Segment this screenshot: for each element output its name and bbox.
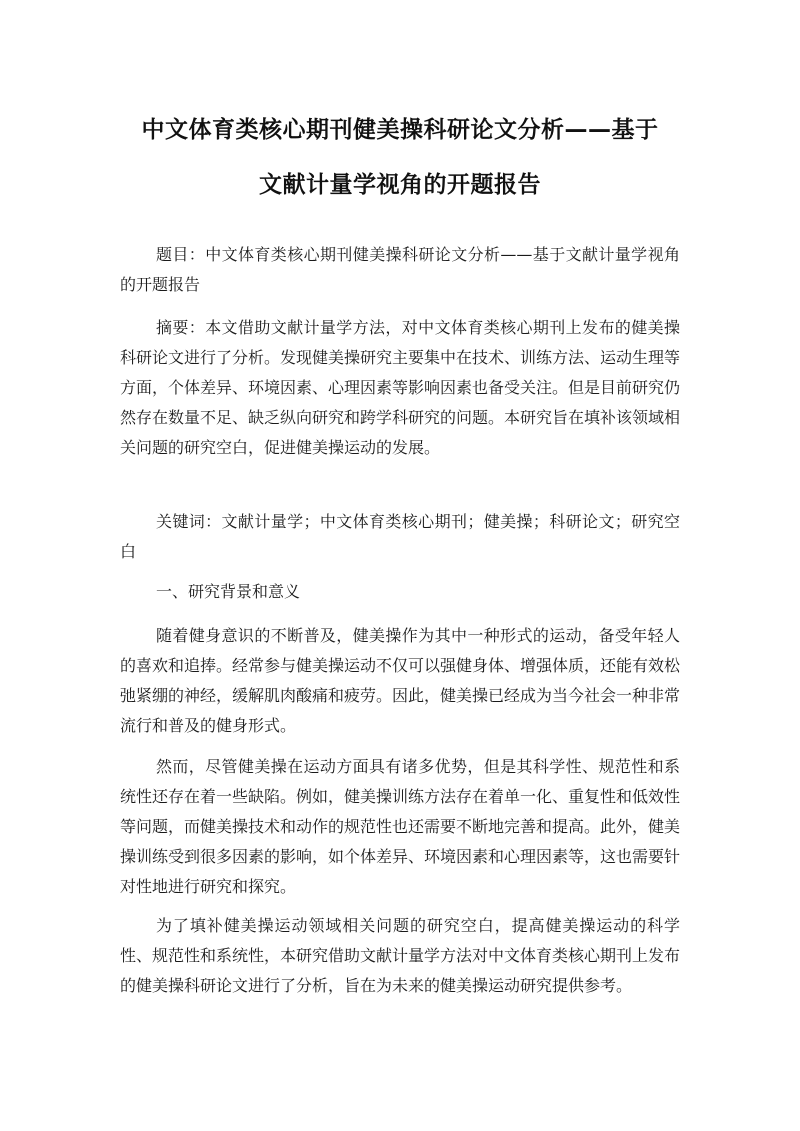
keywords-paragraph: 关键词：文献计量学；中文体育类核心期刊；健美操；科研论文；研究空白: [120, 512, 680, 561]
topic-paragraph: 题目：中文体育类核心期刊健美操科研论文分析——基于文献计量学视角的开题报告: [120, 245, 680, 294]
section-heading: 一、研究背景和意义: [156, 582, 301, 601]
background-paragraph-2: 然而，尽管健美操在运动方面具有诸多优势，但是其科学性、规范性和系统性还存在着一些缺陷。例如，健美操训练方法存在着单一化、重复性和低效性等问题，而健美操技术和动作的规范性也还需要不断地完善和提高。此外，健美操训练受到很多因素的影响，如个体差异、环境因素和心理因素等，这也需要针对性地进行研究和探究。: [120, 757, 681, 896]
background-paragraph-3: 为了填补健美操运动领域相关问题的研究空白，提高健美操运动的科学性、规范性和系统性，本研究借助文献计量学方法对中文体育类核心期刊上发布的健美操科研论文进行了分析，旨在为未来的健美操运动研究提供参考。: [120, 916, 681, 995]
document-title-line-2: 文献计量学视角的开题报告: [259, 172, 541, 198]
abstract-paragraph: 摘要：本文借助文献计量学方法，对中文体育类核心期刊上发布的健美操科研论文进行了分析。发现健美操研究主要集中在技术、训练方法、运动生理等方面，个体差异、环境因素、心理因素等影响因素也备受关注。但是目前研究仍然存在数量不足、缺乏纵向研究和跨学科研究的问题。本研究旨在填补该领域相关问题的研究空白，促进健美操运动的发展。: [120, 318, 681, 457]
background-paragraph-1: 随着健身意识的不断普及，健美操作为其中一种形式的运动，备受年轻人的喜欢和追捧。经常参与健美操运动不仅可以强健身体、增强体质，还能有效松弛紧绷的神经，缓解肌肉酸痛和疲劳。因此，健美操已经成为当今社会一种非常流行和普及的健身形式。: [120, 626, 681, 735]
document-title-line-1: 中文体育类核心期刊健美操科研论文分析——基于: [141, 117, 659, 143]
